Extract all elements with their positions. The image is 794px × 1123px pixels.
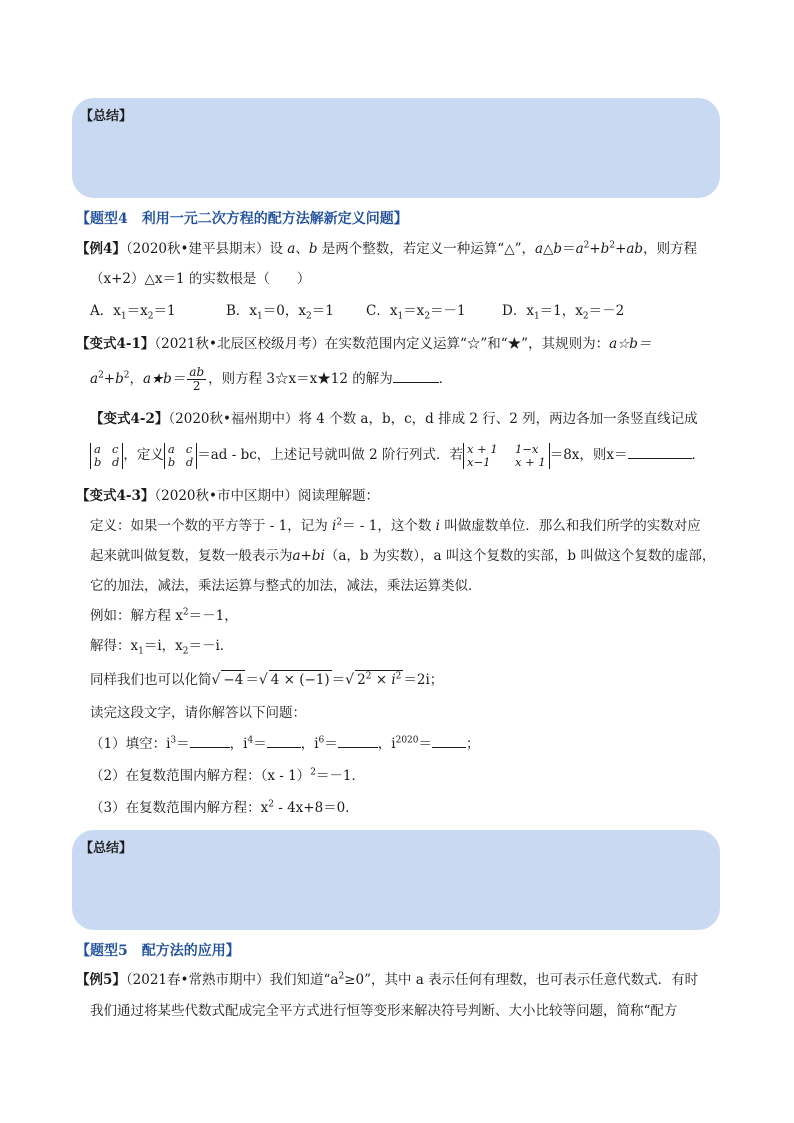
matrix-notation: a c b d: [90, 443, 123, 469]
variant4-3-line1: 【变式4-3】（2020秋•市中区期中）阅读理解题：: [76, 488, 379, 504]
question-3: （3）在复数范围内解方程：$x^2 - 4x+8=0$．: [90, 799, 359, 816]
example4-line2: （x+2）△x＝1 的实数根是（ ）: [90, 271, 311, 287]
summary-box: [72, 830, 720, 930]
summary-box: [72, 98, 720, 198]
question-1: （1）填空：$i^3=$ ，$i^4=$ ，$i^6=$ ，$i^{2020}=$ ；: [90, 735, 480, 752]
definition-line3: 它的加法，减法，乘法运算与整式的加法，减法，乘法运算类似．: [90, 578, 482, 594]
instruction-line: 读完这段文字，请你解答以下问题：: [90, 705, 306, 721]
answer-blank[interactable]: [338, 735, 378, 748]
example4-options: [90, 302, 624, 320]
variant4-1-line1: 【变式4-1】（2021秋•北辰区校级月考）在实数范围内定义运算“☆”和“★”，其规则为：a☆b＝: [76, 336, 652, 352]
answer-blank[interactable]: [190, 735, 230, 748]
section-title-topic5: 【题型5 配方法的应用】: [76, 943, 240, 959]
answer-blank[interactable]: [393, 370, 439, 383]
fraction-ab-over-2: $\frac{ab}{2}$: [189, 365, 205, 393]
option-b[interactable]: B．$x_1=0$，$x_2=1$: [226, 303, 334, 322]
question-2: （2）在复数范围内解方程：（x - 1）$^2$＝－1．: [90, 767, 366, 784]
example4-line1: 【例4】（2020秋•建平县期末）设 a、b 是两个整数，若定义一种运算“△”，$a\triangle b=a^2+b^2+ab$，则方程: [76, 240, 698, 257]
variant4-1-line2: $a^2+b^2$，a★b＝ $\frac{ab}{2}$ ，则方程 3☆x＝x★12 的解为 ．: [90, 365, 453, 393]
answer-blank[interactable]: [628, 446, 692, 459]
determinant-definition: a c b d: [164, 443, 197, 469]
summary-label: 【总结】: [80, 109, 133, 124]
option-d[interactable]: D．$x_1=1$，$x_2=-2$: [502, 303, 625, 322]
answer-blank[interactable]: [267, 735, 301, 748]
variant4-2-line2: a c b d ，定义 a c b d ＝ad - bc，上述记号就叫做 2 阶行列式．若 x + 1 1−x x−1 x + 1 ＝8x，则x＝ ．: [90, 440, 705, 470]
example5-line1: 【例5】（2021春•常熟市期中）我们知道“$a^2\ge 0$”，其中 a 表示任何有理数，也可表示任意代数式．有时: [76, 971, 699, 988]
variant4-2-line1: 【变式4-2】（2020秋•福州期中）将 4 个数 a，b，c，d 排成 2 行、2 列，两边各加一条竖直线记成: [90, 411, 698, 427]
summary-label: 【总结】: [80, 841, 133, 856]
determinant-equation: x + 1 1−x x−1 x + 1: [463, 443, 550, 469]
definition-line1: 定义：如果一个数的平方等于 - 1，记为 $i^2= - 1$，这个数 i 叫做虚数单位．那么和我们所学的实数对应: [90, 517, 701, 534]
option-a[interactable]: A．$x_1=x_2=1$: [90, 303, 176, 322]
option-c[interactable]: C．$x_1=x_2=-1$: [366, 303, 466, 322]
simplify-line: 同样我们也可以化简√ −4 ＝√ 4 × (−1) ＝√ $2^2 \times i^2 =2i$；: [90, 671, 444, 688]
definition-line2: 起来就叫做复数，复数一般表示为a+bi（a，b 为实数），a 叫这个复数的实部，b 叫做这个复数的虚部，: [90, 548, 716, 564]
answer-blank[interactable]: [432, 735, 466, 748]
example-line: 例如：解方程 $x^2=-1$，: [90, 607, 238, 624]
section-title-topic4: 【题型4 利用一元二次方程的配方法解新定义问题】: [76, 211, 408, 227]
solution-line: 解得：$x_1=i$，$x_2=-i$．: [90, 638, 234, 657]
example5-line2: 我们通过将某些代数式配成完全平方式进行恒等变形来解决符号判断、大小比较等问题，简称“配方: [90, 1003, 678, 1019]
